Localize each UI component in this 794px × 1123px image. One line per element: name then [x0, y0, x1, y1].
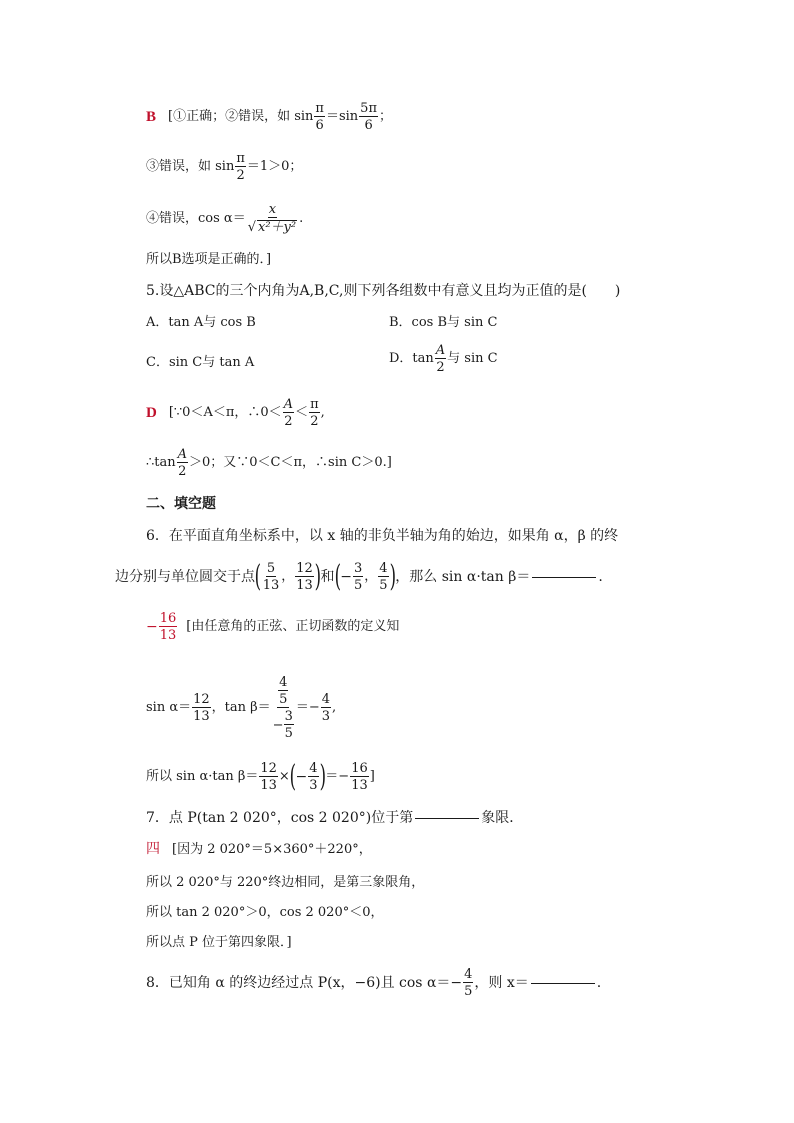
q7-answer-line2: 所以 2 020°与 220°终边相同，是第三象限角，: [146, 875, 425, 890]
q5-answer-line2: ∴tan A 2 ＞0；又∵0＜C＜π，∴sin C＞0.]: [146, 447, 392, 479]
q5-option-a: A．tan A与 cos B: [146, 315, 256, 330]
q5-stem: 5.设△ABC的三个内角为A,B,C,则下列各组数中有意义且均为正值的是( ): [146, 283, 621, 299]
q4-answer-letter: B: [146, 109, 157, 125]
q5-answer-line1: D [∵0＜A＜π，∴0＜ A 2 ＜ π 2 ,: [146, 397, 325, 429]
q6-stem-line1: 6．在平面直角坐标系中，以 x 轴的非负半轴为角的始边，如果角 α，β 的终: [146, 528, 619, 544]
q7-stem: 7．点 P(tan 2 020°，cos 2 020°)位于第 象限．: [146, 810, 524, 826]
q4-answer-line2: ③错误，如 sin π 2 ＝1＞0；: [146, 151, 303, 183]
q7-answer-blank: [415, 818, 479, 819]
q7-answer-line1: 四 [因为 2 020°＝5×360°＋220°，: [146, 842, 372, 857]
q5-option-b: B．cos B与 sin C: [389, 315, 498, 330]
q4-answer-line1: B [①正确；②错误，如 sin π 6 ＝sin 5π 6 ；: [146, 101, 393, 133]
q6-answer-blank: [532, 577, 596, 578]
q7-answer-line4: 所以点 P 位于第四象限．]: [146, 935, 292, 950]
q8-answer-blank: [531, 983, 595, 984]
q5-option-d: D．tan A 2 与 sin C: [389, 343, 498, 375]
section-title-fill-in: 二、填空题: [146, 496, 216, 512]
q7-answer-line3: 所以 tan 2 020°＞0，cos 2 020°＜0，: [146, 905, 384, 920]
q4-answer-line4: 所以B选项是正确的．]: [146, 252, 272, 267]
q5-answer-letter: D: [146, 405, 157, 421]
q6-answer-line2: sin α＝ 12 13 ，tan β＝ 4 5 − $\frac{3}{5}$ ＝− $\frac{4}{3}$ ,: [146, 675, 337, 741]
q6-answer-line3: 所以 sin α·tan β＝ $\frac{12}{13}$ × ( − $\frac{4}{3}$ ) ＝− $\frac{16}{13}$ ]: [146, 759, 375, 794]
q5-option-c: C．sin C与 tan A: [146, 355, 255, 370]
q6-answer-line1: − $\frac{16}{13}$ [由任意角的正弦、正切函数的定义知: [146, 611, 400, 643]
q4-answer-line3: ④错误，cos α＝ x √ x²＋y² .: [146, 202, 304, 235]
q6-stem-line2: 边分别与单位圆交于点 ( 5 13 ， 12 13 ) 和 ( − $\frac{3}{5}$ ， 4 5 ) ，那么 sin α·tan β＝ .: [115, 559, 603, 594]
q8-stem: 8．已知角 α 的终边经过点 P(x，−6)且 cos α＝− $\frac{4}{5}$ ，则 x＝ .: [146, 967, 602, 999]
